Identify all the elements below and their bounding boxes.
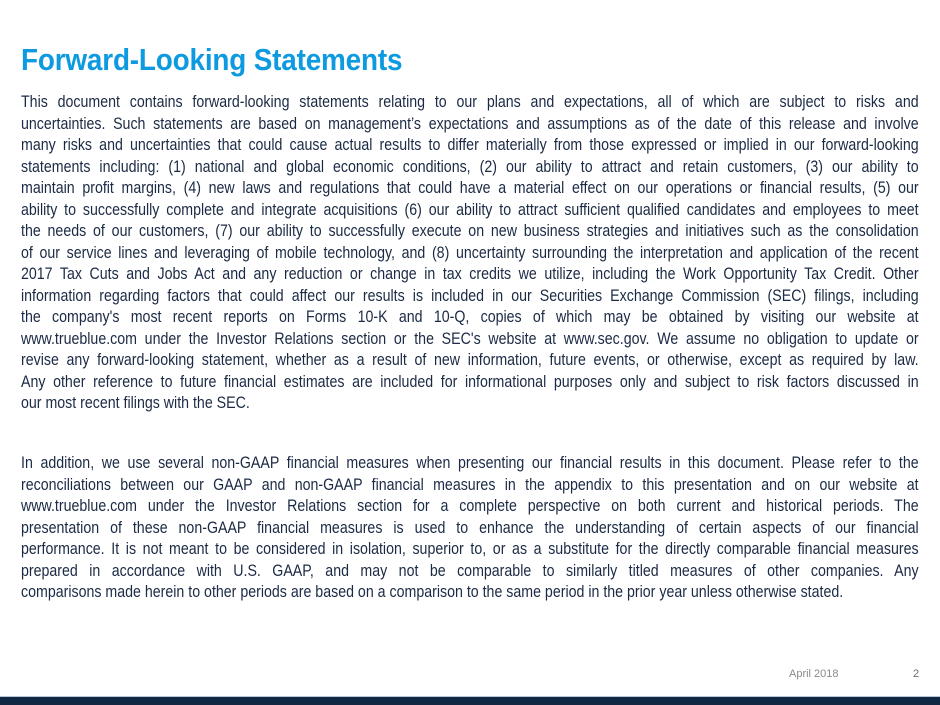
paragraph-line-text: comparisons made herein to other periods are based on a comparison to the same period in the prior year unless otherwise stated. xyxy=(21,582,844,601)
paragraph-line xyxy=(21,177,919,199)
paragraph-line-text: www.trueblue.com under the Investor Relations section or the SEC's website at www.sec.gov. We assume no obligation to update or xyxy=(21,328,919,348)
paragraph-line-text: of our service lines and leveraging of mobile technology, and (8) uncertainty surrounding the interpretation and application of the recent xyxy=(21,242,919,262)
footer-bar xyxy=(0,697,940,705)
paragraph-line-text: revise any forward-looking statement, whether as a result of new information, future events, or otherwise, except as required by law. xyxy=(21,350,919,369)
paragraph-line-text: 2017 Tax Cuts and Jobs Act and any reduction or change in tax credits we utilize, including the Work Opportunity Tax Credit. Other xyxy=(21,264,919,283)
paragraph-line xyxy=(21,328,919,350)
paragraph-line xyxy=(21,474,919,496)
paragraph-line-text: maintain profit margins, (4) new laws and regulations that could have a material effect on our operations or financial results, (5) our xyxy=(21,178,919,197)
paragraph-line xyxy=(21,392,919,414)
paragraph-line xyxy=(21,349,919,371)
paragraph-line-text: the needs of our customers, (7) our ability to successfully execute on new business strategies and initiatives such as the consolidation xyxy=(21,221,919,240)
non-gaap-paragraph xyxy=(21,452,919,603)
paragraph-line-text: statements including: (1) national and global economic conditions, (2) our ability to attract and retain customers, (3) our ability to xyxy=(21,156,919,176)
paragraph-line-text: our most recent filings with the SEC. xyxy=(21,393,250,412)
paragraph-line-text: uncertainties. Such statements are based on management’s expectations and assumptions as of the date of this release and involve xyxy=(21,113,919,133)
paragraph-line-text: information regarding factors that could affect our results is included in our Securities Exchange Commission (SEC) filings, including xyxy=(21,285,919,305)
paragraph-line xyxy=(21,134,919,156)
paragraph-line xyxy=(21,371,919,393)
footer-date: April 2018 xyxy=(789,668,839,680)
paragraph-line xyxy=(21,306,919,328)
paragraph-line xyxy=(21,156,919,178)
paragraph-line xyxy=(21,517,919,539)
paragraph-line xyxy=(21,285,919,307)
paragraph-line-text: prepared in accordance with U.S. GAAP, and may not be comparable to similarly titled measures of other companies. Any xyxy=(21,560,919,580)
paragraph-line-text: performance. It is not meant to be considered in isolation, superior to, or as a substitute for the directly comparable financial measures xyxy=(21,539,919,558)
paragraph-line-text: www.trueblue.com under the Investor Relations section for a complete perspective on both current and historical periods. The xyxy=(21,496,919,515)
slide-title: Forward-Looking Statements xyxy=(21,42,403,77)
paragraph-line-text: presentation of these non-GAAP financial measures is used to enhance the understanding of certain aspects of our financial xyxy=(21,517,919,537)
paragraph-line xyxy=(21,220,919,242)
paragraph-line-text: the company's most recent reports on Forms 10-K and 10-Q, copies of which may be obtained by visiting our website at xyxy=(21,307,919,326)
paragraph-line xyxy=(21,495,919,517)
paragraph-line xyxy=(21,452,919,474)
paragraph-line-text: This document contains forward-looking statements relating to our plans and expectations, all of which are subject to risks and xyxy=(21,92,919,111)
paragraph-line xyxy=(21,560,919,582)
paragraph-line-text: Any other reference to future financial estimates are included for informational purposes only and subject to risk factors discussed in xyxy=(21,371,919,391)
paragraph-line-text: reconciliations between our GAAP and non-GAAP financial measures in the appendix to this presentation and on our website at xyxy=(21,474,919,494)
paragraph-line xyxy=(21,263,919,285)
forward-looking-paragraph xyxy=(21,91,919,414)
paragraph-line xyxy=(21,538,919,560)
paragraph-line xyxy=(21,581,919,603)
paragraph-line xyxy=(21,242,919,264)
paragraph-line xyxy=(21,199,919,221)
paragraph-line-text: many risks and uncertainties that could cause actual results to differ materially from those expressed or implied in our forward-looking xyxy=(21,135,919,154)
page-number: 2 xyxy=(913,668,920,680)
paragraph-line-text: ability to successfully complete and integrate acquisitions (6) our ability to attract sufficient qualified candidates and employees to meet xyxy=(21,199,919,219)
paragraph-line xyxy=(21,113,919,135)
paragraph-line xyxy=(21,91,919,113)
paragraph-line-text: In addition, we use several non-GAAP financial measures when presenting our financial results in this document. Please refer to the xyxy=(21,453,919,472)
